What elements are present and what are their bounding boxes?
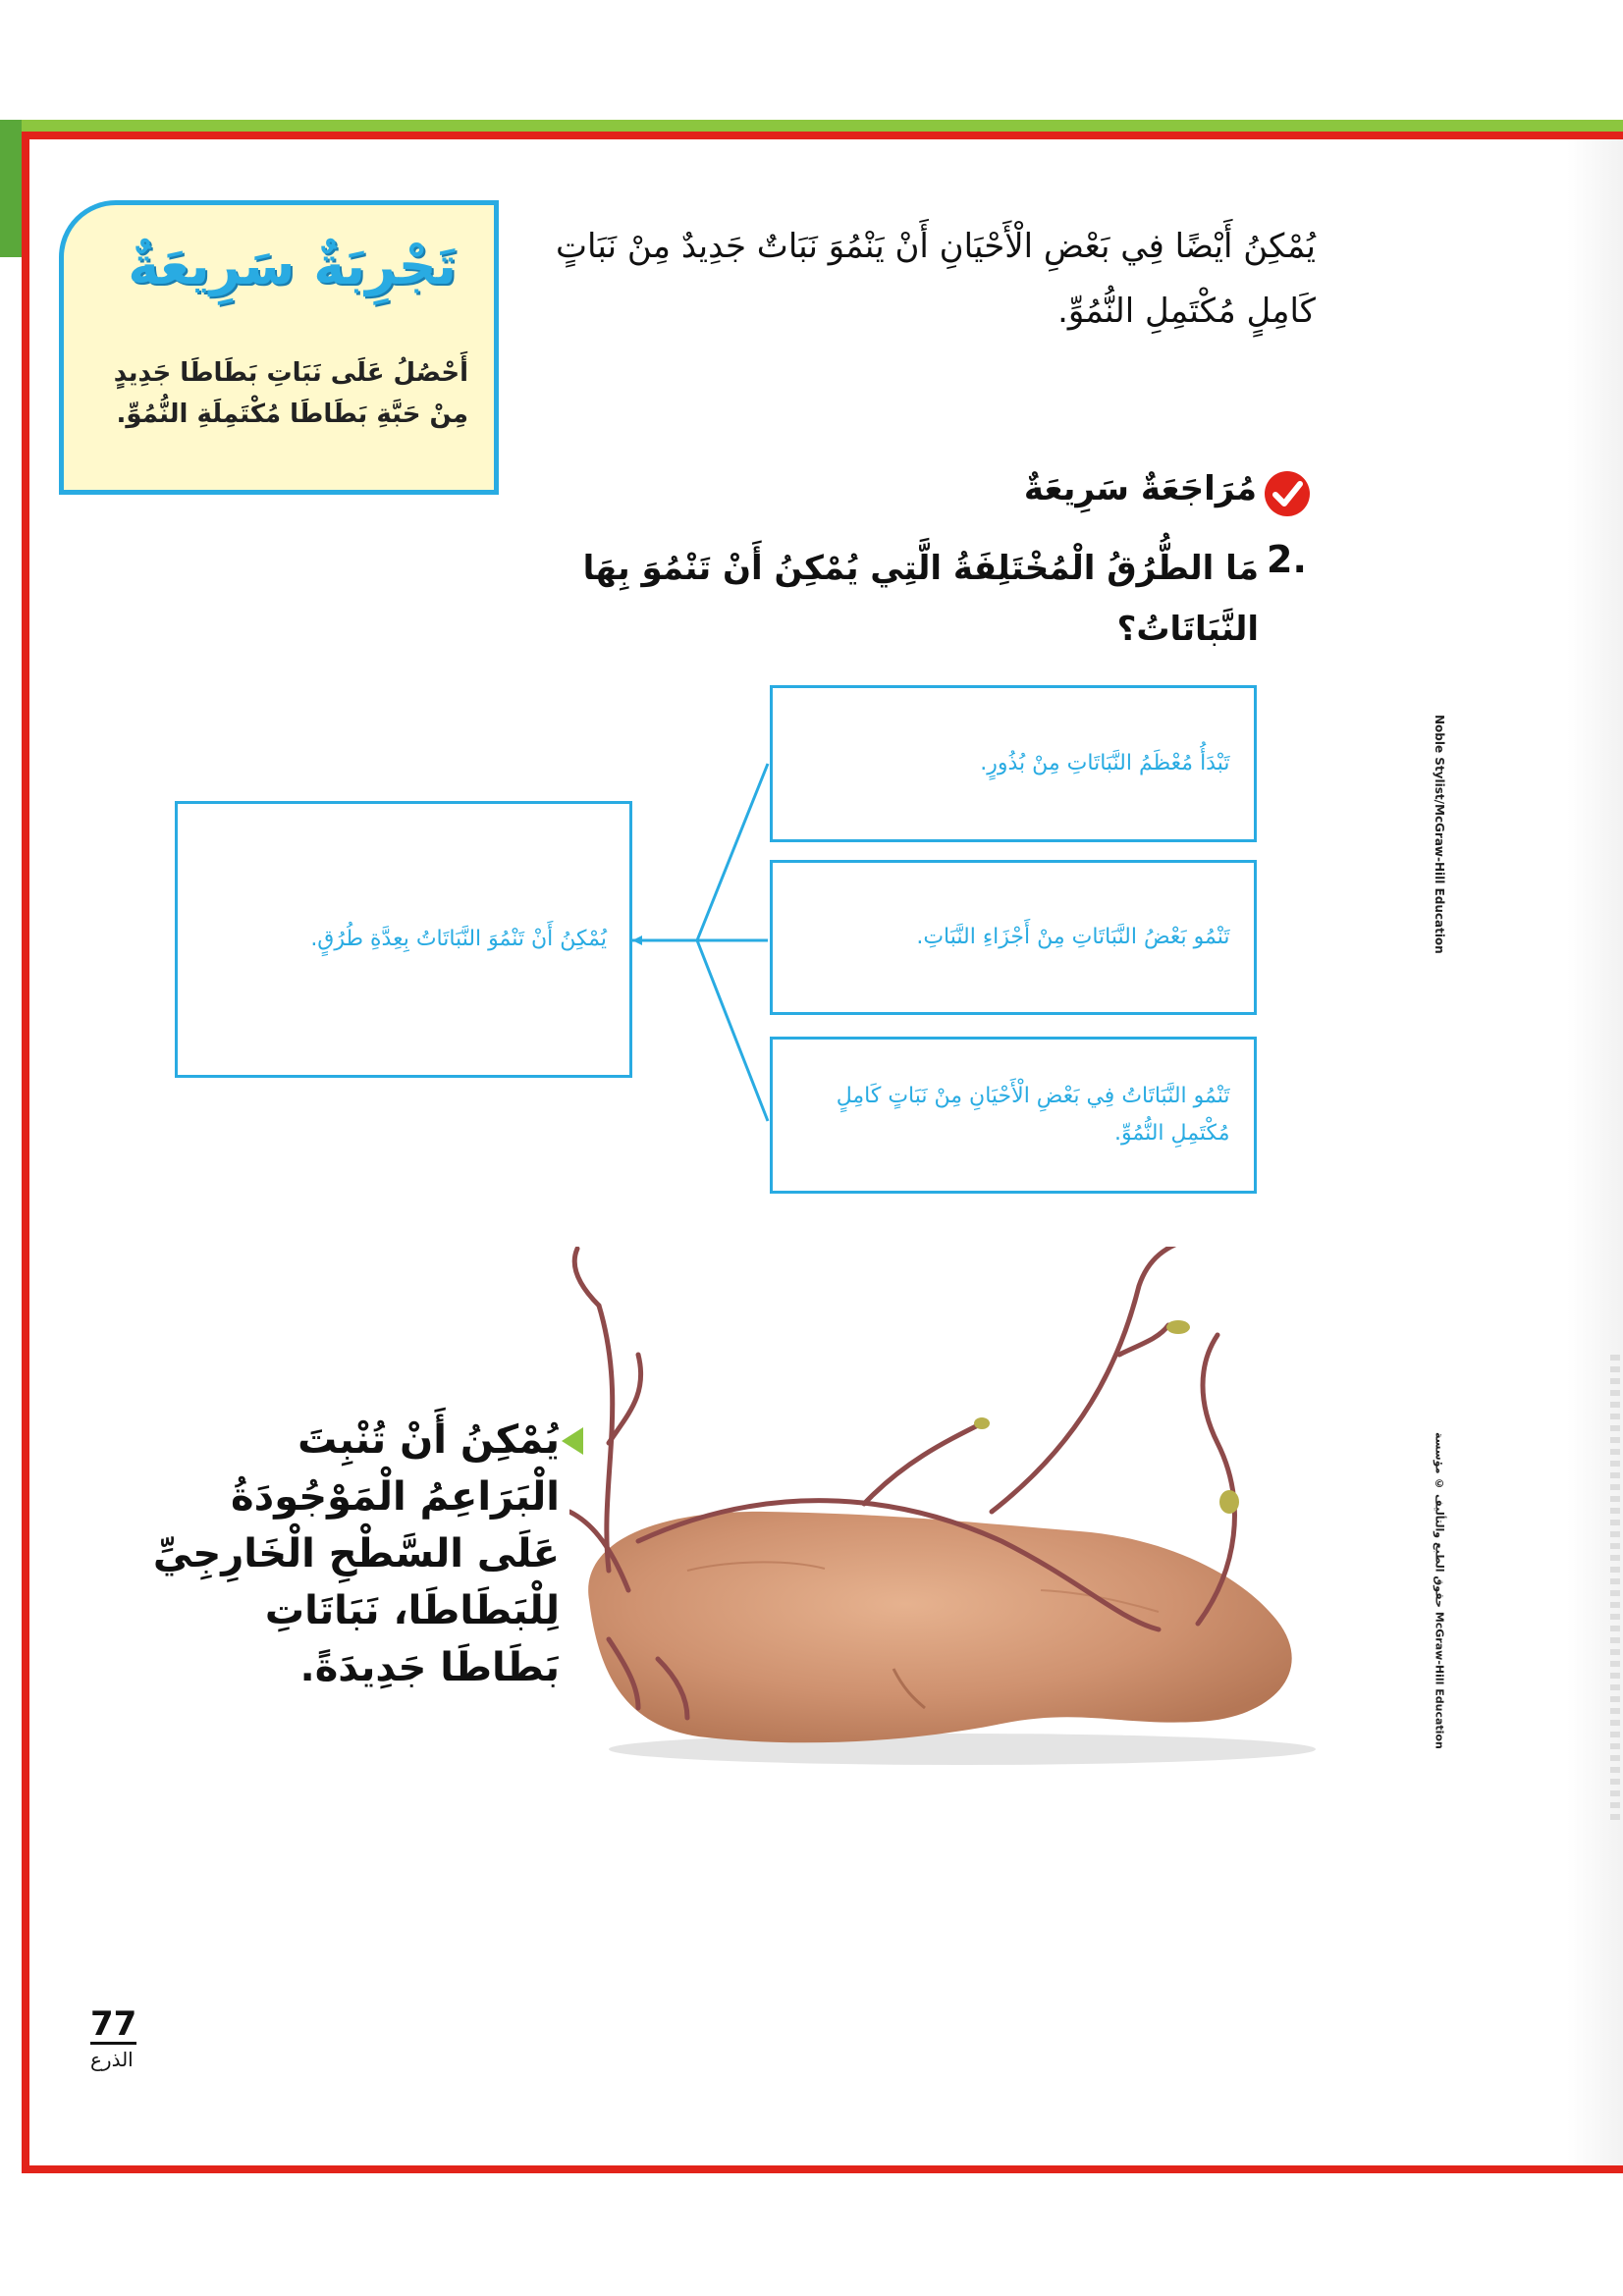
page-subtitle: الذرع: [90, 2048, 134, 2071]
chapter-tab: [0, 120, 22, 257]
checkmark-icon: [1263, 469, 1312, 518]
page-number: 77: [90, 2004, 137, 2044]
concept-map-main-box: [175, 801, 632, 1078]
photo-credit: Noble Stylist/McGraw-Hill Education: [1433, 715, 1446, 954]
quick-lab-title: تَجْرِبَةٌ سَرِيعَةٌ: [128, 235, 457, 296]
quick-lab-box: [59, 200, 499, 495]
concept-map-branch-1: [770, 685, 1257, 842]
question-text: مَا الطُّرُقُ الْمُخْتَلِفَةُ الَّتِي يُمْكِنُ أَنْ تَنْمُوَ بِهَا النَّبَاتَاتُ؟: [582, 549, 1259, 649]
copyright-notice: حقوق الطبع والتأليف © مؤسسة McGraw-Hill Education: [1433, 1431, 1446, 1749]
page-edge-marks: [1610, 1355, 1620, 1826]
intro-paragraph: يُمْكِنُ أَيْضًا فِي بَعْضِ الْأَحْيَانِ أَنْ يَنْمُوَ نَبَاتٌ جَدِيدٌ مِنْ نَبَاتٍ كَامِلٍ مُكْتَمِلِ النُّمُوِّ.: [556, 227, 1316, 331]
quick-review-label: مُرَاجَعَةٌ سَرِيعَةٌ: [1023, 469, 1257, 508]
page-gutter-shadow: [1567, 139, 1623, 2165]
question-number: 2.: [1267, 538, 1307, 581]
sweet-potato-photo: [569, 1247, 1355, 1777]
bottom-red-border: [22, 2165, 1623, 2173]
top-red-border: [22, 132, 1623, 139]
concept-map-connectors: [628, 756, 776, 1129]
concept-map-branch-text: تَبْدَأُ مُعْظَمُ النَّبَاتَاتِ مِنْ بُذُورٍ.: [980, 751, 1230, 775]
concept-map-main-text: يُمْكِنُ أَنْ تَنْمُوَ النَّبَاتَاتُ بِعِدَّةِ طُرُقٍ.: [310, 927, 607, 951]
top-green-border: [0, 120, 1623, 132]
concept-map-branch-text: تَنْمُو بَعْضُ النَّبَاتَاتِ مِنْ أَجْزَاءِ النَّبَاتِ.: [916, 925, 1230, 949]
left-red-border: [22, 132, 29, 2173]
concept-map-branch-2: [770, 860, 1257, 1015]
photo-caption: يُمْكِنُ أَنْ تُنْبِتَ الْبَرَاعِمُ الْمَوْجُودَةُ عَلَى السَّطْحِ الْخَارِجِيِّ لِلْبَطَاطَا، نَبَاتَاتِ بَطَاطَا جَدِيدَةً.: [152, 1417, 560, 1690]
concept-map-branch-text: تَنْمُو النَّبَاتَاتُ فِي بَعْضِ الْأَحْيَانِ مِنْ نَبَاتٍ كَامِلٍ مُكْتَمِلِ النُّمُوِّ.: [836, 1084, 1230, 1146]
quick-lab-text: أَحْصُلُ عَلَى نَبَاتِ بَطَاطَا جَدِيدٍ مِنْ حَبَّةِ بَطَاطَا مُكْتَمِلَةِ النُّمُوِّ.: [113, 358, 468, 429]
concept-map-branch-3: [770, 1037, 1257, 1194]
